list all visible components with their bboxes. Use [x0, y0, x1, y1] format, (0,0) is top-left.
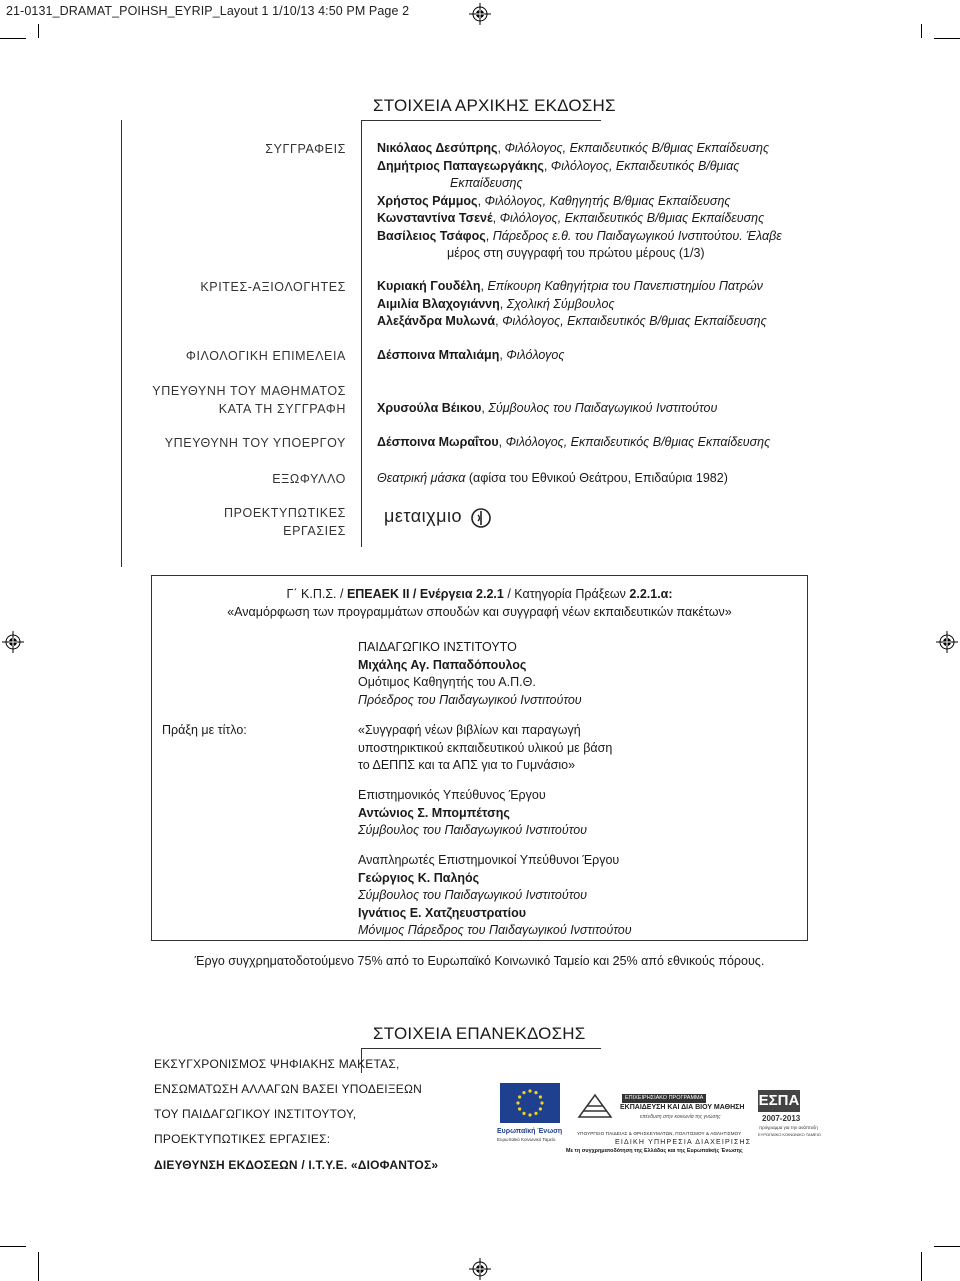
scientific-lead: Επιστημονικός Υπεύθυνος Έργου Αντώνιος Σ. Μπομπέτσης Σύμβουλος του Παιδαγωγικού Ινστιτούτου	[358, 788, 588, 837]
title-rule	[361, 120, 601, 121]
espa-years: 2007-2013	[762, 1114, 801, 1123]
crop-mark	[921, 1252, 922, 1281]
crop-mark	[0, 1246, 26, 1247]
subproject-label: ΥΠΕΥΘΥΝΗ ΤΟΥ ΥΠΟΕΡΓΟΥ	[164, 436, 346, 450]
crop-mark	[0, 38, 26, 39]
author-entry-cont: Εκπαίδευσης	[450, 176, 523, 190]
registration-mark-icon	[936, 631, 958, 653]
reprint-line: ΤΟΥ ΠΑΙΔΑΓΩΓΙΚΟΥ ΙΝΣΤΙΤΟΥΤΟΥ,	[154, 1107, 357, 1121]
first-edition-title: ΣΤΟΙΧΕΙΑ ΑΡΧΙΚΗΣ ΕΚΔΟΣΗΣ	[373, 96, 616, 115]
philology-label: ΦΙΛΟΛΟΓΙΚΗ ΕΠΙΜΕΛΕΙΑ	[185, 349, 346, 363]
eu-flag-icon	[500, 1083, 560, 1123]
course-label: ΥΠΕΥΘΥΝΗ ΤΟΥ ΜΑΘΗΜΑΤΟΣ ΚΑΤΑ ΤΗ ΣΥΓΓΡΑΦΗ	[152, 384, 346, 416]
epeaek-logo-icon	[577, 1091, 613, 1121]
epeaek-title: ΕΠΙΧΕΙΡΗΣΙΑΚΟ ΠΡΟΓΡΑΜΜΑ	[622, 1094, 706, 1103]
reprint-publisher: ΔΙΕΥΘΥΝΣΗ ΕΚΔΟΣΕΩΝ / Ι.Τ.Υ.Ε. «ΔΙΟΦΑΝΤΟΣ»	[154, 1158, 439, 1172]
column-rule	[361, 120, 362, 547]
institute-block: ΠΑΙΔΑΓΩΓΙΚΟ ΙΝΣΤΙΤΟΥΤΟ Μιχάλης Αγ. Παπαδόπουλος Ομότιμος Καθηγητής του Α.Π.Θ. Πρόεδρος του Παιδαγωγικού Ινστιτούτου	[358, 640, 582, 707]
project-line-1: Γ΄ Κ.Π.Σ. / ΕΠΕΑΕΚ ΙΙ / Ενέργεια 2.2.1 / Κατηγορία Πράξεων 2.2.1.α:	[286, 587, 673, 601]
reprint-line: ΕΝΣΩΜΑΤΩΣΗ ΑΛΛΑΓΩΝ ΒΑΣΕΙ ΥΠΟΔΕΙΞΕΩΝ	[154, 1082, 423, 1096]
deputy-leads: Αναπληρωτές Επιστημονικοί Υπεύθυνοι Έργου Γεώργιος Κ. Παληός Σύμβουλος του Παιδαγωγικού Ινστιτούτου Ιγνάτιος Ε. Χατζηευστρατίου Μόνιμος Πάρεδρος του Παιδαγωγικού Ινστιτούτου	[358, 853, 632, 937]
author-entry: Κωνσταντίνα Τσενέ, Φιλόλογος, Εκπαιδευτικός Β/θμιας Εκπαίδευσης	[377, 211, 765, 225]
cofunding-note: Με τη συγχρηματοδότηση της Ελλάδας και της Ευρωπαϊκής Ένωσης	[566, 1148, 743, 1154]
espa-logo: ΕΣΠΑ	[758, 1090, 800, 1112]
reviewer-entry: Κυριακή Γουδέλη, Επίκουρη Καθηγήτρια του Πανεπιστημίου Πατρών	[377, 279, 763, 293]
registration-mark-icon	[469, 3, 491, 25]
author-entry-cont: μέρος στη συγγραφή του πρώτου μέρους (1/3)	[447, 246, 705, 260]
action-title: «Συγγραφή νέων βιβλίων και παραγωγή υποστηρικτικού εκπαιδευτικού υλικού με βάση το ΔΕΠΠΣ και τα ΑΠΣ για το Γυμνάσιο»	[358, 723, 613, 772]
ministry-service: ΕΙΔΙΚΗ ΥΠΗΡΕΣΙΑ ΔΙΑΧΕΙΡΙΣΗΣ	[615, 1139, 752, 1146]
project-line-2: «Αναμόρφωση των προγραμμάτων σπουδών και συγγραφή νέων εκπαιδευτικών πακέτων»	[227, 605, 732, 619]
author-entry: Βασίλειος Τσάφος, Πάρεδρος ε.θ. του Παιδαγωγικού Ινστιτούτου. Έλαβε	[377, 228, 782, 243]
print-slug: 21-0131_DRAMAT_POIHSH_EYRIP_Layout 1 1/10/13 4:50 PM Page 2	[6, 4, 410, 18]
registration-mark-icon	[2, 631, 24, 653]
epeaek-tagline: επένδυση στην κοινωνία της γνώσης	[640, 1114, 721, 1120]
crop-mark	[38, 24, 39, 38]
author-entry: Νικόλαος Δεσύπρης, Φιλόλογος, Εκπαιδευτικός Β/θμιας Εκπαίδευσης	[377, 141, 770, 155]
eu-caption-sub: Ευρωπαϊκό Κοινωνικό Ταμείο	[497, 1137, 556, 1142]
epeaek-subtitle: ΕΚΠΑΙΔΕΥΣΗ ΚΑΙ ΔΙΑ ΒΙΟΥ ΜΑΘΗΣΗ	[620, 1104, 745, 1111]
funding-note: Έργο συγχρηματοδοτούμενο 75% από το Ευρωπαϊκό Κοινωνικό Ταμείο και 25% από εθνικούς πόρους.	[194, 954, 765, 968]
crop-mark	[38, 1252, 39, 1281]
reprint-title-rule	[361, 1048, 601, 1049]
espa-sub: πρόγραμμα για την ανάπτυξη	[759, 1125, 818, 1130]
reviewer-entry: Αιμιλία Βλαχογιάννη, Σχολική Σύμβουλος	[377, 296, 615, 311]
authors-label: ΣΥΓΓΡΑΦΕΙΣ	[265, 142, 346, 156]
cover-entry: Θεατρική μάσκα (αφίσα του Εθνικού Θεάτρου, Επιδαύρια 1982)	[377, 471, 728, 485]
philology-entry: Δέσποινα Μπαλιάμη, Φιλόλογος	[377, 348, 565, 362]
reviewer-entry: Αλεξάνδρα Μυλωνά, Φιλόλογος, Εκπαιδευτικός Β/θμιας Εκπαίδευσης	[377, 314, 767, 328]
author-entry: Δημήτριος Παπαγεωργάκης, Φιλόλογος, Εκπαιδευτικός Β/θμιας	[377, 158, 740, 173]
metaixmio-logo-icon	[470, 507, 492, 529]
reviewers-label: ΚΡΙΤΕΣ-ΑΞΙΟΛΟΓΗΤΕΣ	[200, 280, 346, 294]
eu-caption: Ευρωπαϊκή Ένωση	[497, 1128, 563, 1135]
registration-mark-icon	[469, 1258, 491, 1280]
course-entry: Χρυσούλα Βέικου, Σύμβουλος του Παιδαγωγικού Ινστιτούτου	[377, 401, 718, 415]
crop-mark	[934, 38, 960, 39]
reprint-title: ΣΤΟΙΧΕΙΑ ΕΠΑΝΕΚΔΟΣΗΣ	[373, 1024, 586, 1043]
authors-list	[377, 140, 797, 263]
reviewers-list	[377, 278, 797, 331]
reprint-line: ΠΡΟΕΚΤΥΠΩΤΙΚΕΣ ΕΡΓΑΣΙΕΣ:	[154, 1132, 331, 1146]
prepress-label: ΠΡΟΕΚΤΥΠΩΤΙΚΕΣ ΕΡΓΑΣΙΕΣ	[223, 506, 346, 538]
action-label: Πράξη με τίτλο:	[162, 723, 247, 737]
cover-label: ΕΞΩΦΥΛΛΟ	[272, 472, 346, 486]
crop-mark	[921, 24, 922, 38]
author-entry: Χρήστος Ράμμος, Φιλόλογος, Καθηγητής Β/θμιας Εκπαίδευσης	[377, 193, 731, 208]
crop-mark	[934, 1246, 960, 1247]
espa-fund: ΕΥΡΩΠΑΪΚΟ ΚΟΙΝΩΝΙΚΟ ΤΑΜΕΙΟ	[758, 1132, 821, 1137]
left-rule	[121, 120, 122, 567]
reprint-line: ΕΚΣΥΓΧΡΟΝΙΣΜΟΣ ΨΗΦΙΑΚΗΣ ΜΑΚΕΤΑΣ,	[154, 1057, 400, 1071]
ministry-name: ΥΠΟΥΡΓΕΙΟ ΠΑΙΔΕΙΑΣ & ΘΡΗΣΚΕΥΜΑΤΩΝ, ΠΟΛΙΤΙΣΜΟΥ & ΑΘΛΗΤΙΣΜΟΥ	[577, 1131, 742, 1136]
metaixmio-logo-text: μεταιχμιο	[384, 506, 462, 526]
subproject-entry: Δέσποινα Μωραΐτου, Φιλόλογος, Εκπαιδευτικός Β/θμιας Εκπαίδευσης	[377, 435, 771, 449]
